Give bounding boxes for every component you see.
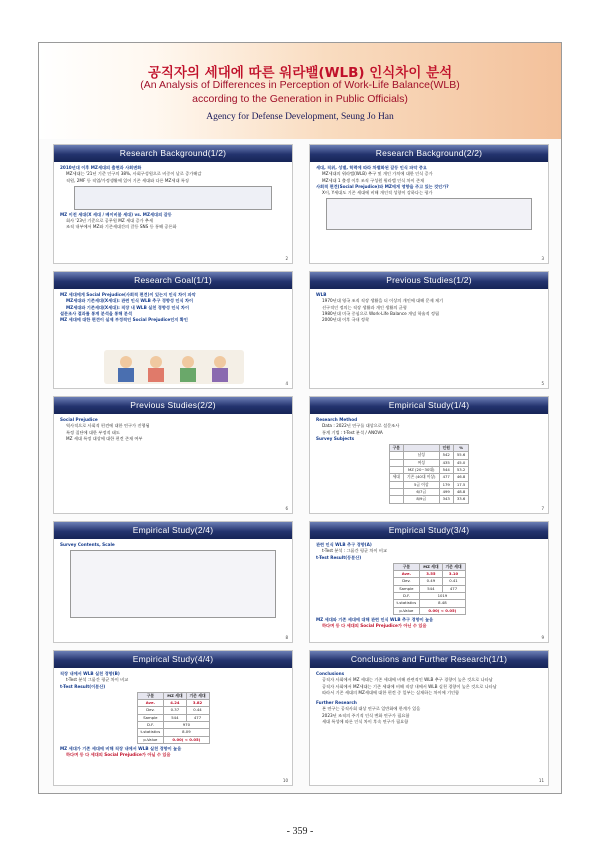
panel-page-number: 5 [541, 381, 544, 386]
table-row [389, 488, 469, 495]
table-row [393, 571, 465, 578]
bullet-text: 통계 기법 : t-Test 분석 / ANOVA [322, 429, 383, 435]
table-row [389, 467, 469, 474]
bullet-text: t-Test 분석 : 그룹간 평균 차이 비교 [322, 548, 387, 554]
panel-title: Research Goal(1/1) [54, 272, 292, 289]
panel-page-number: 3 [541, 256, 544, 261]
t-test-result-table [393, 563, 466, 615]
bullet-text: 하다며 등 다 세대의 Social Prejudice가 아닌 수 있음 [322, 623, 427, 629]
table-cell: 544 [164, 714, 186, 721]
table-cell: p-Value [137, 736, 164, 743]
table-cell: D.F. [137, 722, 164, 729]
poster-title-korean: 공직자의 세대에 따른 워라밸(WLB) 인식차이 분석 [147, 65, 453, 81]
table-cell: 33.6 [453, 496, 468, 503]
table-cell: 여성 [403, 459, 439, 466]
table-header: MZ 세대 [164, 692, 186, 699]
section-heading: 세대, 직위, 성별, 학력에 따라 차별화된 갈등 인식 파악 중요 [316, 165, 427, 170]
table-cell: Ave. [393, 571, 420, 578]
bullet-text: 2000년대 이후 국내 정착 [322, 317, 370, 323]
table-row [393, 578, 465, 585]
section-heading: 사회적 편견(Social Prejudice)와 MZ에게 영향을 주고 있는 것인가? [316, 183, 449, 189]
table-cell: 남성 [403, 452, 439, 459]
panel-page-number: 7 [541, 506, 544, 511]
table-cell: 8.09 [164, 729, 209, 736]
bullet-text: MZ 세대에 대한 편견이 실제 부정적인 Social Prejudice인지 확인 [60, 317, 188, 323]
bullet-text: MZ 세대가 기존 세대에 비해 직장 내에서 WLB 실천 경향이 높음 [60, 745, 182, 751]
table-header: 기존 세대 [442, 563, 465, 570]
table-cell: 477 [186, 714, 209, 721]
bullet-text: 2023년 조직의 주기적 인식 변화 연구가 필요함 [322, 712, 410, 718]
poster-author: Agency for Defense Development, Seung Jo Han [206, 112, 394, 122]
poster-title-english-line1: (An Analysis of Differences in Perception of Work-Life Balance(WLB) [140, 79, 460, 91]
table-cell: 53.2 [453, 467, 468, 474]
bullet-text: 하다며 등 다 세대의 Social Prejudice가 아닐 수 있음 [66, 752, 171, 758]
table-header: 구분 [393, 563, 420, 570]
bullet-text: 직원, 2MF 등 직업/가정생활에 있어 기존 세대와 다른 MZ세대 특징 [66, 177, 189, 183]
panel-previous-studies-1 [309, 271, 549, 389]
panel-page-number: 10 [282, 778, 288, 783]
table-cell: 55.6 [453, 452, 468, 459]
table-cell: 544 [420, 585, 442, 592]
panel-research-background-2 [309, 144, 549, 264]
table-header: 기존 세대 [186, 692, 209, 699]
table-cell: t-statistics [137, 729, 164, 736]
table-cell [389, 488, 403, 495]
table-cell: 5급 이상 [403, 481, 439, 488]
panel-empirical-study-1 [309, 396, 549, 514]
table-cell: 8.48 [420, 600, 465, 607]
section-heading: 2010년대 이후 MZ세대의 출현과 사회변화 [60, 165, 142, 170]
panel-title: Research Background(2/2) [310, 145, 548, 162]
table-row [389, 452, 469, 459]
table-row [137, 722, 209, 729]
section-heading: Survey Subjects [316, 435, 355, 441]
survey-contents-table-image [70, 550, 276, 618]
table-cell: 48.8 [453, 488, 468, 495]
bullet-text: 조직 내부에서 MZ와 기존세대간의 갈등 SNS 등 통해 공론화 [66, 224, 177, 230]
poster-title-english-line2: according to the Generation in Public Officials) [192, 93, 408, 105]
panel-page-number: 2 [285, 256, 288, 261]
table-row [137, 714, 209, 721]
table-cell: 544 [439, 467, 453, 474]
bullet-text: 1970년대 영국 조직 직장 생활을 더 이상의 개인에 대해 문제 제기 [322, 298, 444, 304]
table-cell: 179 [439, 481, 453, 488]
panel-empirical-study-3 [309, 521, 549, 643]
table-row [137, 736, 209, 743]
table-cell: 435 [439, 459, 453, 466]
bullet-text: 특정 집단에 대한 부정적 태도 [66, 429, 120, 435]
table-cell: 3.82 [186, 700, 209, 707]
bullet-text: 공직자 사회에서 MZ 세대는 기존 세대에 비해 관련적인 WLB 추구 경향이 높은 것으로 나타남 [322, 677, 493, 683]
bullet-text: 역사적으로 사회적 편견에 대한 연구가 진행됨 [66, 423, 150, 429]
panel-page-number: 6 [285, 506, 288, 511]
table-header: MZ 세대 [420, 563, 442, 570]
panel-empirical-study-2 [53, 521, 293, 643]
bullet-text: X이, Y세대도 기존 세대에 비해 개인적 성향이 강하다는 평가 [322, 190, 433, 196]
bullet-text: MZ 세대와 기존 세대에 대해 관련 인식 WLB 추구 경향이 높음 [316, 616, 434, 622]
section-heading: t-Test Result(이분산) [60, 683, 106, 689]
table-cell [389, 467, 403, 474]
panel-previous-studies-2 [53, 396, 293, 514]
section-heading: WLB [316, 292, 327, 297]
table-cell: 1019 [420, 593, 465, 600]
bullet-text: MZ 세대에게 Social Prejudice(사회적 편견)이 있는지 인식 차이 파악 [60, 292, 196, 297]
table-header: 구분 [389, 445, 403, 452]
panel-research-background-1 [53, 144, 293, 264]
table-cell: 0.00( < 0.05) [164, 736, 209, 743]
bullet-text: Data : 2022년 연구를 대상으로 설문조사 [322, 423, 400, 429]
table-cell: 6/7급 [403, 488, 439, 495]
section-heading: t-Test Result(등분산) [316, 554, 362, 560]
table-cell [389, 481, 403, 488]
table-cell: p-Value [393, 607, 420, 614]
table-cell: t-statistics [393, 600, 420, 607]
panel-title: Conclusions and Further Research(1/1) [310, 651, 548, 668]
panel-title: Previous Studies(2/2) [54, 397, 292, 414]
table-row [393, 585, 465, 592]
bullet-text: 설문조사 결과를 통계 분석을 통해 분석 [60, 310, 133, 316]
bullet-text: 공직자 사회에서 MZ세대는 기존 세대에 비해 직장 내에서 WLB 실천 경향이 높은 것으로 나타남 [322, 683, 497, 689]
table-cell: 477 [439, 474, 453, 481]
table-cell: 8/9급 [403, 496, 439, 503]
bullet-text: 세대 특성에 따른 인식 차이 후속 연구가 필요함 [322, 719, 409, 725]
section-heading: Social Prejudice [60, 417, 98, 422]
bullet-text: MZ세대와 기존세대(X세대): 직장 내 WLB 실천 경향성 인식 차이 [66, 304, 190, 310]
panel-title: Empirical Study(4/4) [54, 651, 292, 668]
table-cell: 970 [164, 722, 209, 729]
illustration-people-image [104, 350, 244, 384]
table-header: 인원 [439, 445, 453, 452]
table-cell: 542 [439, 452, 453, 459]
section-heading: Further Research [316, 700, 357, 706]
bullet-text: MZ세대는 '21년 기준 인구의 38%, 사회구성원으로 비중이 날로 증가해감 [66, 171, 202, 177]
survey-subjects-table [389, 444, 470, 503]
table-row [137, 700, 209, 707]
table-cell: Dev. [393, 578, 420, 585]
panel-page-number: 4 [285, 381, 288, 386]
bullet-text: 선구적인 정의는 직장 생활과 개인 생활의 균형 [322, 304, 407, 310]
bullet-text: 1980년대 미국 중심으로 Work-Life Balance 개념 학술적 정립 [322, 310, 440, 316]
table-cell: D.F. [393, 593, 420, 600]
table-cell: 세대 [389, 474, 403, 481]
table-row [389, 459, 469, 466]
page-number: - 359 - [286, 826, 314, 837]
table-cell: Sample [393, 585, 420, 592]
embedded-table-image [326, 198, 532, 230]
table-cell: 46.8 [453, 474, 468, 481]
table-cell: 45.0 [453, 459, 468, 466]
panel-page-number: 8 [285, 635, 288, 640]
table-cell: Ave. [137, 700, 164, 707]
table-header [403, 445, 439, 452]
table-cell: 477 [442, 585, 465, 592]
table-cell: 4.24 [164, 700, 186, 707]
panel-conclusions [309, 650, 549, 786]
table-cell: MZ (20~30대) [403, 467, 439, 474]
bullet-text: 본 연구는 공직사회 대상 연구로 일반화에 한계가 있음 [322, 706, 421, 712]
panel-title: Empirical Study(2/4) [54, 522, 292, 539]
bullet-text: t-Test 분석 그룹간 평균 차이 비교 [66, 677, 129, 683]
section-heading: Research Method [316, 417, 358, 422]
panel-empirical-study-4 [53, 650, 293, 786]
bullet-text: MZ 세대 특정 대상에 대한 편견 존재 여부 [66, 435, 143, 441]
table-cell: 0.00( < 0.05) [420, 607, 465, 614]
table-cell: 499 [439, 488, 453, 495]
table-cell: Sample [137, 714, 164, 721]
table-cell: Dev. [137, 707, 164, 714]
section-heading: Conclusions [316, 671, 345, 676]
panel-title: Previous Studies(1/2) [310, 272, 548, 289]
table-cell: 17.5 [453, 481, 468, 488]
table-header: % [453, 445, 468, 452]
table-cell: 0.41 [442, 578, 465, 585]
panel-title: Research Background(1/2) [54, 145, 292, 162]
panel-page-number: 11 [538, 778, 544, 783]
poster [38, 42, 562, 794]
bullet-text: MZ세대와 기존세대(X세대): 관련 인식 WLB 추구 경향성 인식 차이 [66, 298, 194, 304]
panel-page-number: 9 [541, 635, 544, 640]
section-heading: 관련 인식 WLB 추구 경향(A) [316, 542, 372, 547]
embedded-table-image [74, 186, 272, 210]
table-row [393, 600, 465, 607]
bullet-text: MZ세대의 워라밸(WLB) 추구 및 개인 가치에 대한 인식 증가 [322, 171, 433, 177]
table-cell [389, 459, 403, 466]
table-row [389, 474, 469, 481]
table-cell: 0.49 [420, 578, 442, 585]
table-cell: 3.55 [420, 571, 442, 578]
panel-title: Empirical Study(1/4) [310, 397, 548, 414]
section-heading: Survey Contents, Scale [60, 542, 115, 547]
poster-header [39, 43, 561, 139]
table-row [137, 729, 209, 736]
table-row [137, 707, 209, 714]
table-cell [389, 452, 403, 459]
table-cell: 0.44 [186, 707, 209, 714]
panel-research-goal [53, 271, 293, 389]
section-heading: MZ 이전 세대(X 세대 / 베이비붐 세대) vs. MZ세대의 갈등 [60, 211, 172, 217]
t-test-result-table [137, 692, 210, 744]
panel-title: Empirical Study(3/4) [310, 522, 548, 539]
table-cell: 기존 (40대 이상) [403, 474, 439, 481]
table-row [393, 593, 465, 600]
section-heading: 직장 내에서 WLB 실천 경향(B) [60, 671, 120, 676]
table-cell [389, 496, 403, 503]
table-cell: 3.10 [442, 571, 465, 578]
table-cell: 0.37 [164, 707, 186, 714]
table-header: 구분 [137, 692, 164, 699]
table-row [389, 496, 469, 503]
bullet-text: 회사 '23년 기준으로 공무원 MZ 세대 증가 추세 [66, 218, 154, 224]
table-row [389, 481, 469, 488]
table-cell: 343 [439, 496, 453, 503]
bullet-text: MZ세대 1 출생 이후 조직 구성원 워라밸 인식 차이 존재 [322, 177, 425, 183]
bullet-text: 따라서 기존 세대의 MZ세대에 대한 편견 중 일부는 실재하는 차이에 기인함 [322, 689, 460, 695]
table-row [393, 607, 465, 614]
